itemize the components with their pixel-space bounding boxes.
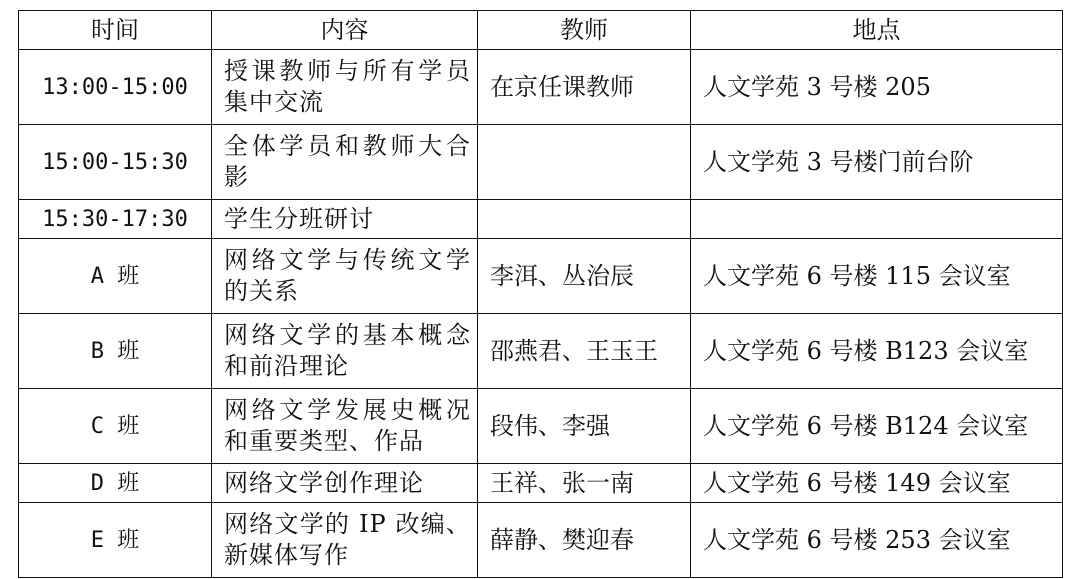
table-row (19, 503, 1063, 578)
table-row (19, 50, 1063, 125)
cell-teacher (478, 200, 691, 239)
cell-time: 13:00-15:00 (19, 50, 212, 125)
header-content: 内容 (212, 11, 478, 50)
cell-teacher: 薛静、樊迎春 (478, 503, 691, 578)
cell-place (691, 200, 1063, 239)
cell-time: C 班 (19, 389, 212, 464)
table-row (19, 389, 1063, 464)
cell-content: 网络文学的 IP 改编、新媒体写作 (212, 503, 478, 578)
cell-place: 人文学苑 3 号楼门前台阶 (691, 125, 1063, 200)
cell-time: B 班 (19, 314, 212, 389)
cell-place: 人文学苑 6 号楼 253 会议室 (691, 503, 1063, 578)
cell-teacher: 王祥、张一南 (478, 464, 691, 503)
cell-place: 人文学苑 6 号楼 B124 会议室 (691, 389, 1063, 464)
header-teacher: 教师 (478, 11, 691, 50)
table-row (19, 200, 1063, 239)
cell-teacher: 段伟、李强 (478, 389, 691, 464)
cell-content: 网络文学与传统文学的关系 (212, 239, 478, 314)
cell-teacher: 李洱、丛治辰 (478, 239, 691, 314)
cell-content: 网络文学创作理论 (212, 464, 478, 503)
table-row (19, 239, 1063, 314)
cell-time: D 班 (19, 464, 212, 503)
cell-place: 人文学苑 6 号楼 149 会议室 (691, 464, 1063, 503)
cell-time: 15:30-17:30 (19, 200, 212, 239)
cell-content: 授课教师与所有学员集中交流 (212, 50, 478, 125)
table-row (19, 125, 1063, 200)
cell-teacher: 邵燕君、王玉王 (478, 314, 691, 389)
table-row (19, 464, 1063, 503)
table-header-row (19, 11, 1063, 50)
cell-content: 学生分班研讨 (212, 200, 478, 239)
cell-place: 人文学苑 6 号楼 115 会议室 (691, 239, 1063, 314)
cell-time: E 班 (19, 503, 212, 578)
cell-place: 人文学苑 3 号楼 205 (691, 50, 1063, 125)
cell-content: 网络文学发展史概况和重要类型、作品 (212, 389, 478, 464)
cell-content: 全体学员和教师大合影 (212, 125, 478, 200)
cell-content: 网络文学的基本概念和前沿理论 (212, 314, 478, 389)
header-place: 地点 (691, 11, 1063, 50)
cell-place: 人文学苑 6 号楼 B123 会议室 (691, 314, 1063, 389)
cell-time: 15:00-15:30 (19, 125, 212, 200)
schedule-table (18, 10, 1063, 578)
cell-teacher: 在京任课教师 (478, 50, 691, 125)
cell-teacher (478, 125, 691, 200)
header-time: 时间 (19, 11, 212, 50)
cell-time: A 班 (19, 239, 212, 314)
table-row (19, 314, 1063, 389)
